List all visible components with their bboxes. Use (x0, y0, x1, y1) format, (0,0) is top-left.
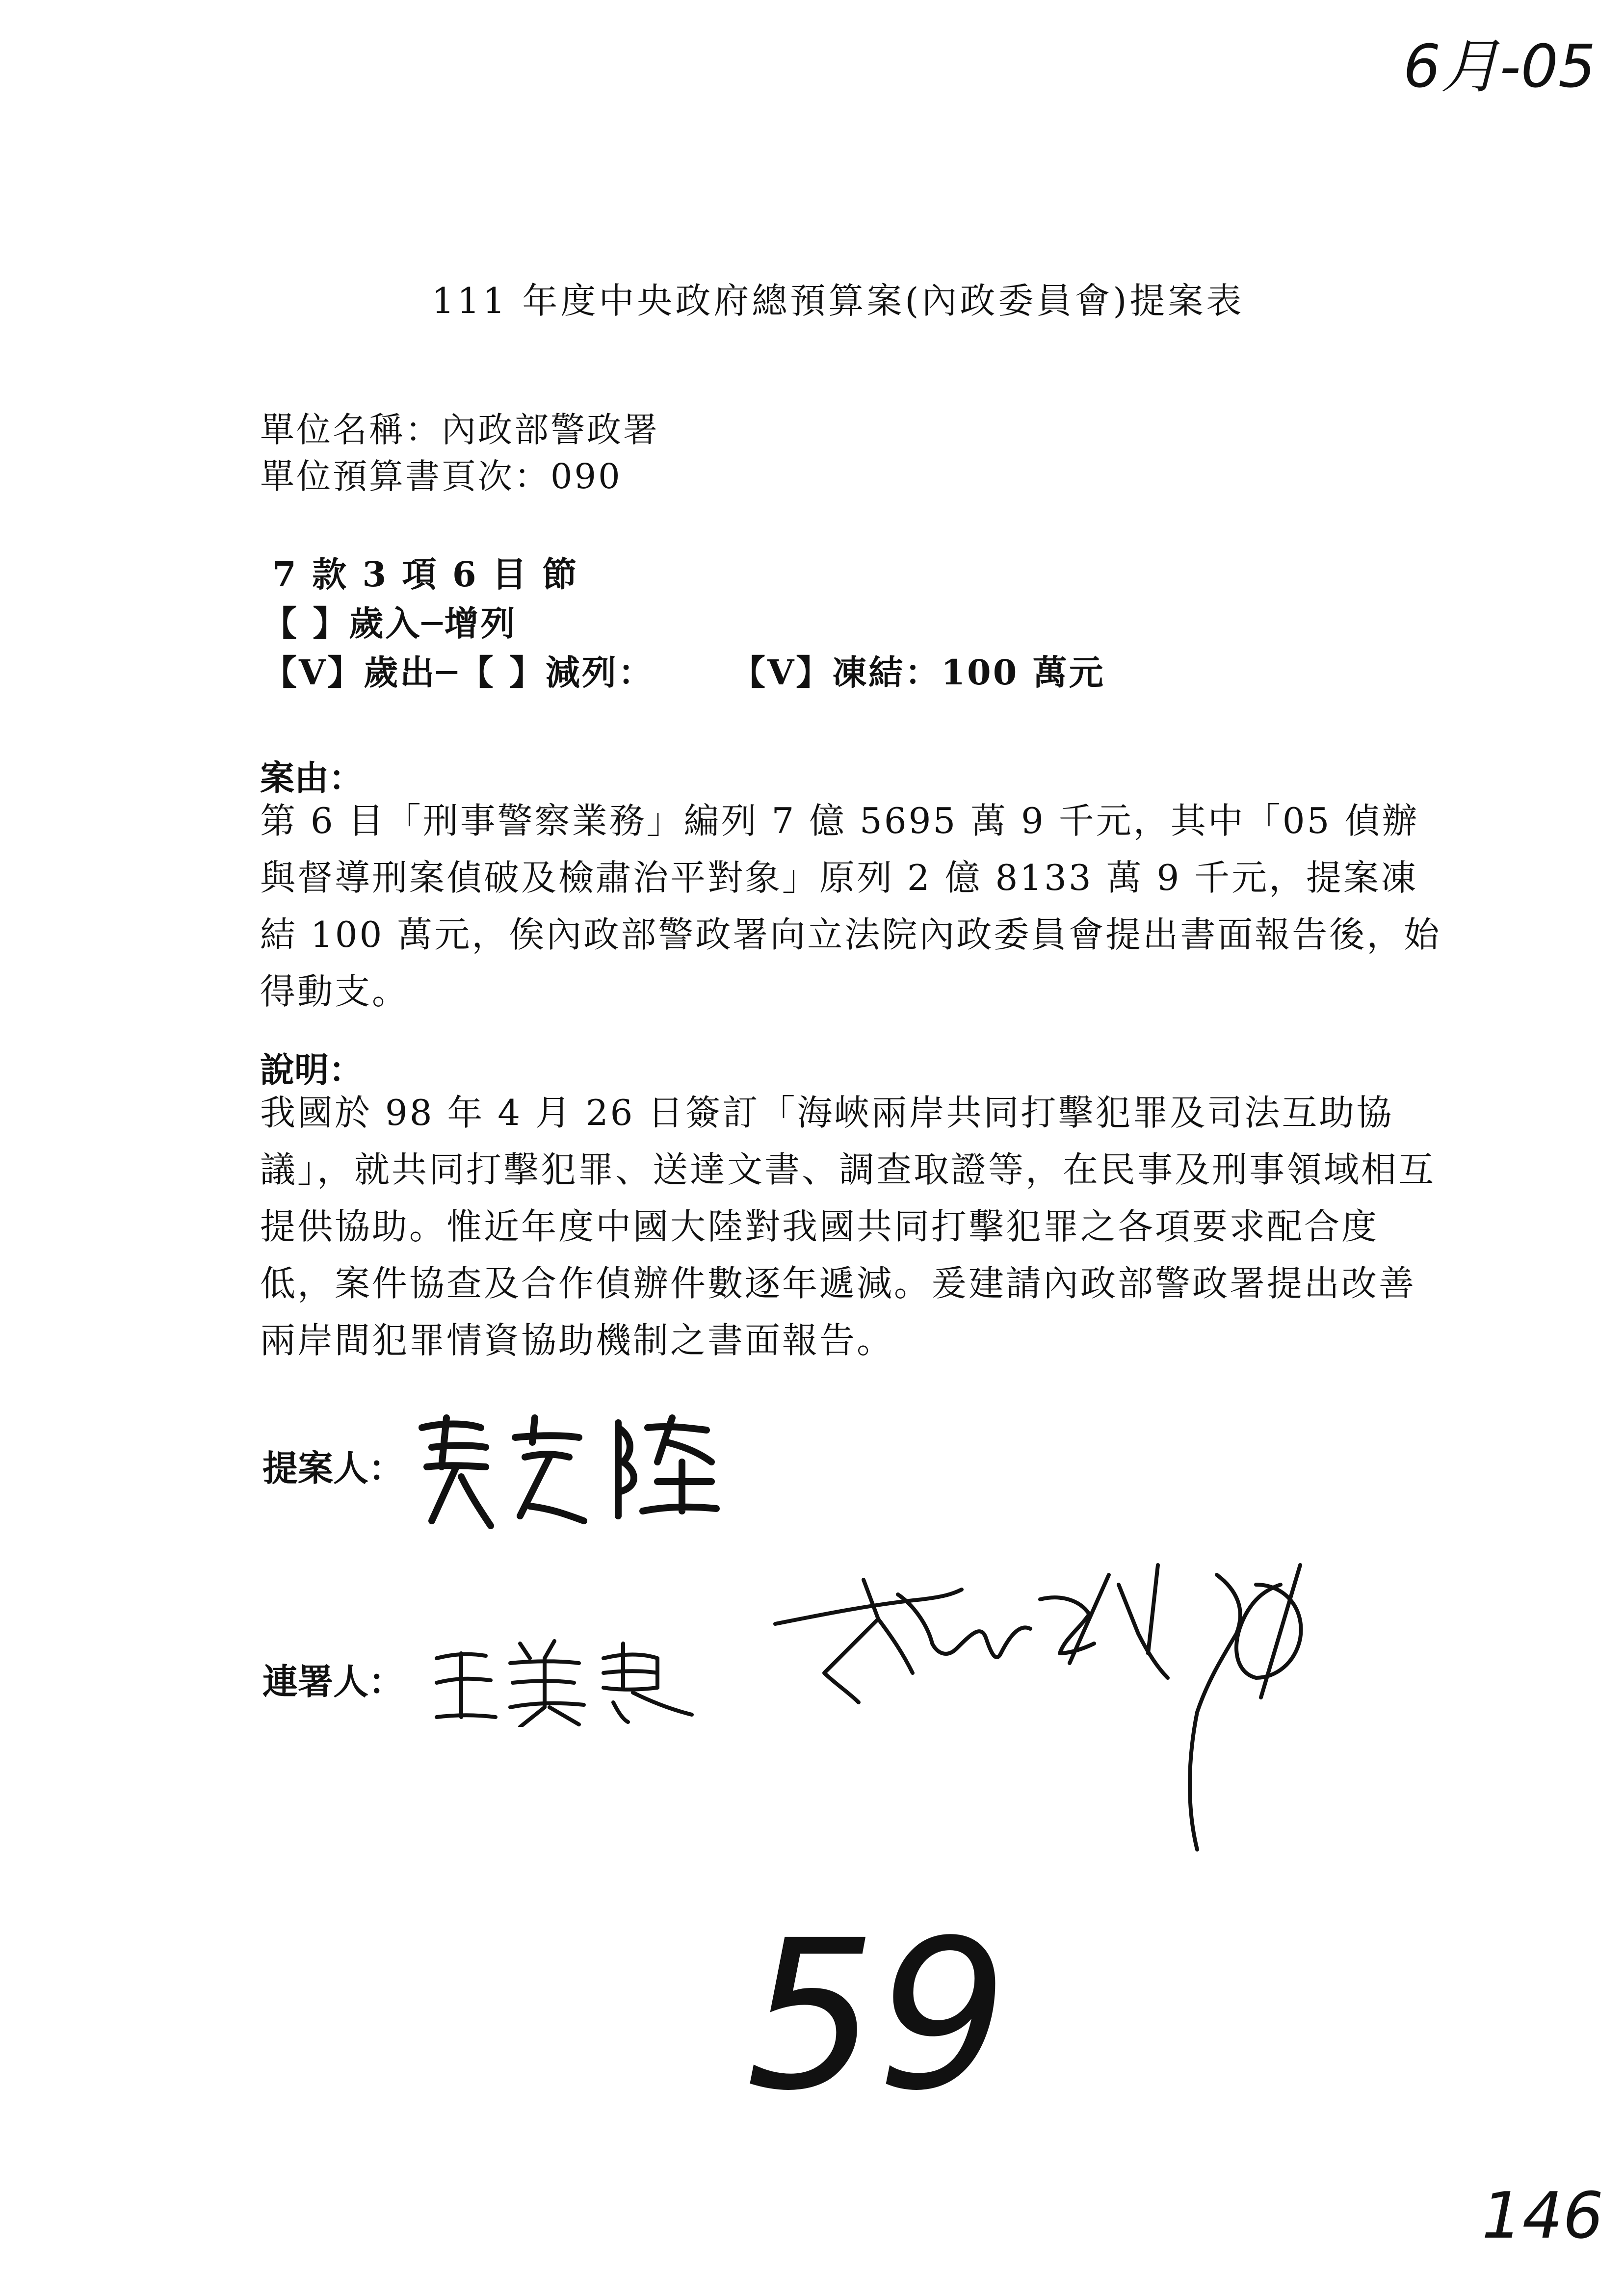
unit-name: 單位名稱：內政部警政署 (260, 410, 659, 450)
freeze-amount-line: 【V】凍結：100 萬元 (731, 652, 1105, 693)
explanation-heading: 說明： (260, 1049, 363, 1090)
revenue-increase-line: 【 】歲入─增列 (262, 603, 517, 644)
expenditure-reduction-line: 【V】歲出─【 】減列： (262, 652, 655, 693)
page-number: 146 (1482, 2178, 1604, 2253)
handwritten-number: 59 (746, 1896, 1008, 2136)
proposer-label: 提案人： (262, 1447, 404, 1489)
cosigners-label: 連署人： (262, 1661, 404, 1702)
unit-budget-page: 單位預算書頁次：090 (260, 456, 622, 496)
reason-heading: 案由： (260, 757, 363, 798)
top-right-handwritten-mark: 6月-05 (1403, 33, 1596, 101)
cosigner-signature-1 (427, 1629, 702, 1727)
budget-item-line: 7 款 3 項 6 目 節 (272, 554, 579, 595)
cosigner-signature-2 (765, 1555, 1344, 1859)
page-title: 111 年度中央政府總預算案(內政委員會)提案表 (432, 280, 1245, 321)
proposer-signature (412, 1408, 726, 1536)
reason-text: 第 6 目「刑事警察業務」編列 7 億 5695 萬 9 千元，其中「05 偵辦與督導刑案偵破及檢肅治平對象」原列 2 億 8133 萬 9 千元，提案凍結 100 萬元，俟內政部警政署向立法院內政委員會提出書面報告後，始得動支。 (260, 800, 1441, 1012)
explanation-text: 我國於 98 年 4 月 26 日簽訂「海峽兩岸共同打擊犯罪及司法互助協議」，就共同打擊犯罪、送達文書、調查取證等，在民事及刑事領域相互提供協助。惟近年度中國大陸對我國共同打擊犯罪之各項要求配合度低，案件協查及合作偵辦件數逐年遞減。爰建請內政部警政署提出改善兩岸間犯罪情資協助機制之書面報告。 (260, 1092, 1436, 1361)
